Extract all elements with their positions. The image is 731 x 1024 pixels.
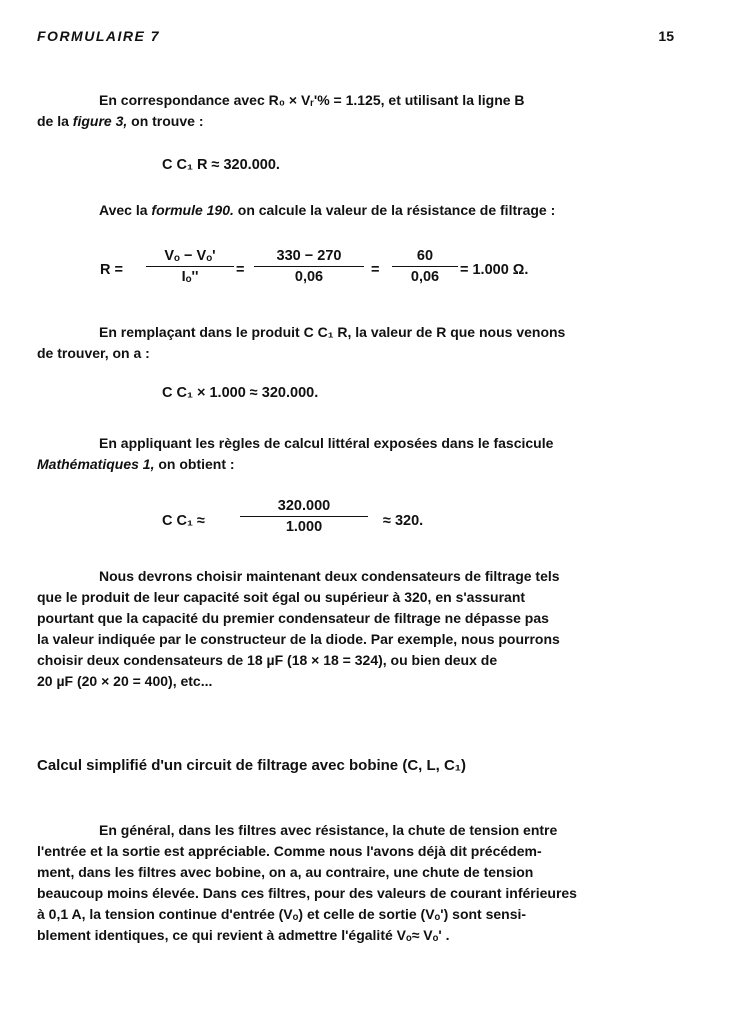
fraction-voltage-current [146, 248, 234, 285]
equation-4-rhs: ≈ 320. [383, 513, 424, 529]
fraction-numeric [254, 248, 364, 285]
formula-reference: formule 190. [151, 202, 234, 218]
equation-4-lhs: C C₁ ≈ [162, 513, 205, 529]
fraction-numerator: 330 − 270 [276, 248, 342, 264]
fraction-denominator: 0,06 [254, 266, 364, 285]
equation-1: C C₁ R ≈ 320.000. [162, 157, 280, 173]
figure-reference: figure 3, [72, 113, 128, 129]
fraction-denominator: 0,06 [392, 266, 458, 285]
fascicle-reference: Mathématiques 1, [37, 456, 155, 472]
fraction-numerator: 60 [416, 248, 434, 264]
paragraph-4: En appliquant les règles de calcul littéral exposées dans le fascicule Mathématiques 1, on obtient : [37, 435, 554, 472]
section-heading: Calcul simplifié d'un circuit de filtrage avec bobine (C, L, C₁) [37, 757, 467, 774]
running-title: FORMULAIRE 7 [37, 28, 160, 44]
paragraph-1 [37, 90, 673, 132]
fraction-numerator: 320.000 [277, 498, 331, 514]
paragraph-3: En remplaçant dans le produit C C₁ R, la valeur de R que nous venons de trouver, on a : [37, 324, 566, 361]
paragraph-6: En général, dans les filtres avec résistance, la chute de tension entre l'entrée et la sortie est appréciable. Comme nous l'avons déjà dit précédem- ment, dans les filtres avec bobine, on a, au contraire, une chute de tension beaucoup moins élevée. Dans ces filtres, pour des valeurs de courant inférieures à 0,1 A, la tension continue d'entrée (Vₒ) et celle de sortie (Vₒ') sont sensi- blement identiques, ce qui revient à admettre l'égalité Vₒ≈ Vₒ' . [37, 822, 577, 943]
equals-sign: = [236, 262, 245, 278]
paragraph-5: Nous devrons choisir maintenant deux condensateurs de filtrage tels que le produit de leur capacité soit égal ou supérieur à 320, en s'assurant pourtant que la capacité du premier condensateur de filtrage ne dépasse pas la valeur indiquée par le constructeur de la diode. Par exemple, nous pourrons choisir deux condensateurs de 18 µF (18 × 18 = 324), ou bien deux de 20 µF (20 × 20 = 400), etc... [37, 568, 560, 689]
page-header [37, 28, 674, 48]
equation-2-result: = 1.000 Ω. [460, 262, 529, 278]
page-number: 15 [658, 28, 674, 44]
paragraph-2: Avec la formule 190. on calcule la valeur de la résistance de filtrage : [99, 202, 556, 218]
paragraph-1-line-1: En correspondance avec R₀ × Vᵣ'% = 1.125, et utilisant la ligne B [99, 92, 525, 108]
fraction-numerator: Vₒ − Vₒ' [164, 248, 216, 264]
equals-sign: = [371, 262, 380, 278]
fraction-simplified [392, 248, 458, 285]
fraction-capacity [240, 498, 368, 535]
equation-3: C C₁ × 1.000 ≈ 320.000. [162, 385, 319, 401]
fraction-denominator: 1.000 [240, 516, 368, 535]
paragraph-1-line-2: de la figure 3, on trouve : [37, 113, 204, 129]
fraction-denominator: Iₒ'' [146, 266, 234, 285]
equation-2-lhs: R = [100, 262, 123, 278]
